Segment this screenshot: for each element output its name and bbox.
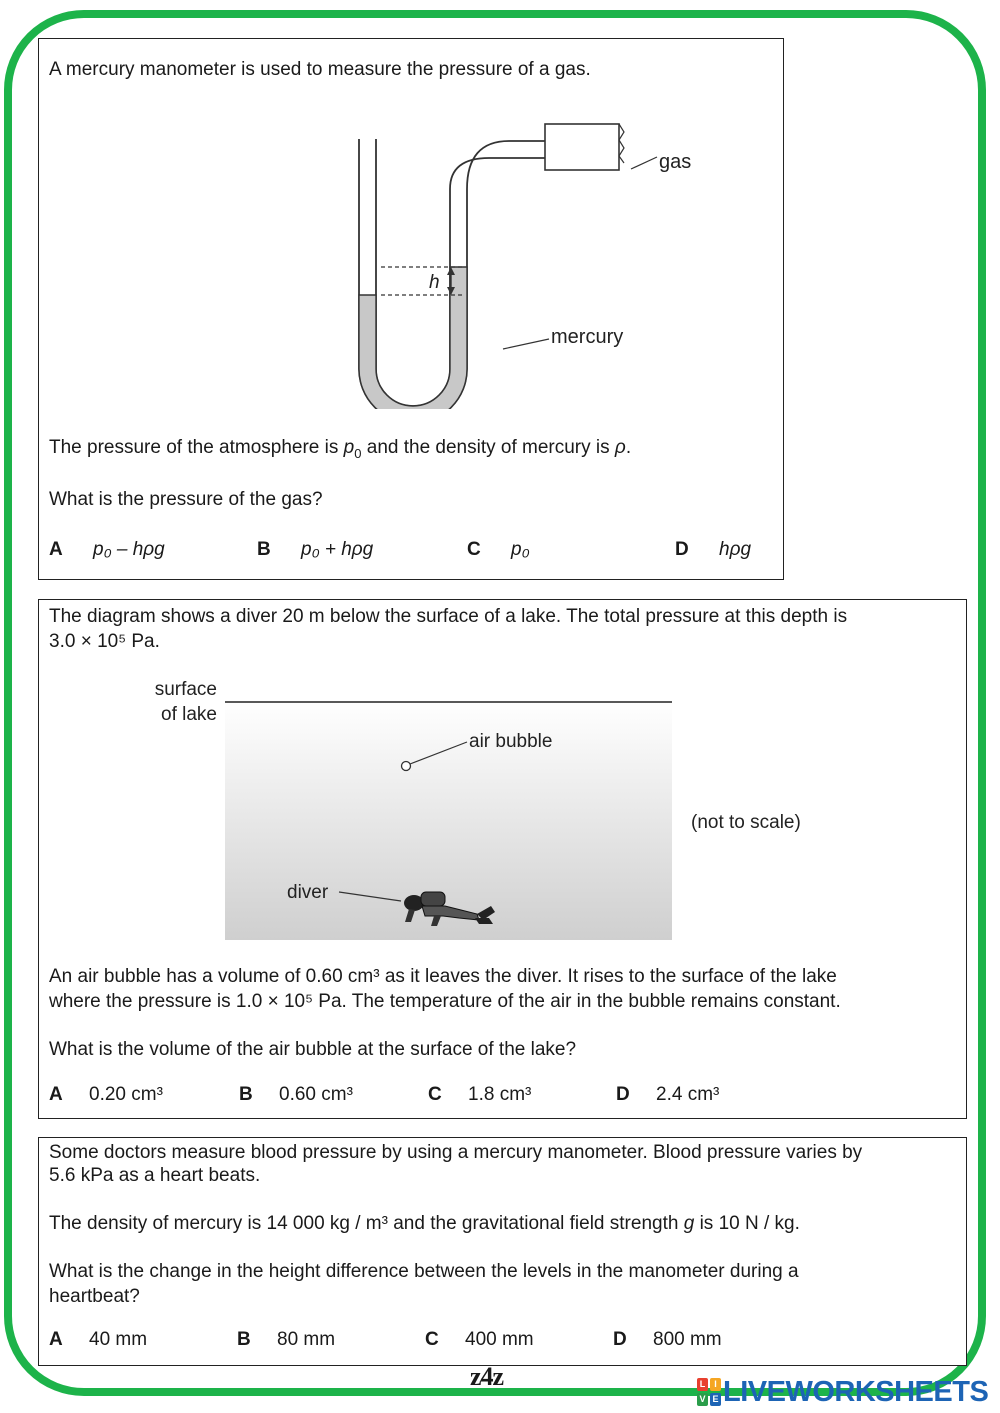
surface-label-1: surface (154, 679, 217, 700)
brand-name: LIVEWORKSHEETS (723, 1376, 989, 1408)
q3-option-b[interactable]: B 80 mm (237, 1329, 336, 1350)
gas-container (545, 124, 619, 170)
surface-label-2: of lake (161, 704, 217, 725)
q2-question: What is the volume of the air bubble at the surface of the lake? (49, 1039, 577, 1060)
q1-option-c[interactable]: C p₀ (467, 539, 530, 560)
q3-line1: Some doctors measure blood pressure by using a mercury manometer. Blood pressure varies by (49, 1142, 863, 1163)
q3-option-d[interactable]: D 800 mm (613, 1329, 722, 1350)
air-bubble-label: air bubble (469, 731, 553, 752)
q1-option-d[interactable]: D hρg (675, 539, 752, 560)
question-1-box (38, 38, 784, 580)
live-badge-icon: L I V E (697, 1378, 723, 1408)
q2-intro-line2: 3.0 × 10⁵ Pa. (49, 631, 160, 652)
gas-label: gas (659, 151, 692, 173)
q1-option-b[interactable]: B p₀ + hρg (257, 539, 374, 560)
q3-line2: 5.6 kPa as a heart beats. (49, 1165, 261, 1186)
q2-option-d[interactable]: D 2.4 cm³ (616, 1084, 720, 1105)
q2-option-c[interactable]: C 1.8 cm³ (428, 1084, 532, 1105)
q3-question-line2: heartbeat? (49, 1286, 140, 1307)
air-bubble (402, 762, 411, 771)
lake-diagram (139, 670, 839, 945)
q2-body-line2: where the pressure is 1.0 × 10⁵ Pa. The temperature of the air in the bubble remains constant. (49, 991, 841, 1012)
q3-option-c[interactable]: C 400 mm (425, 1329, 534, 1350)
q1-option-a[interactable]: A p₀ – hρg (49, 539, 165, 560)
not-to-scale-label: (not to scale) (691, 812, 801, 833)
h-label: h (429, 272, 440, 293)
question-2-box (38, 599, 967, 1119)
author-mark: z4z (470, 1362, 504, 1391)
q2-body-line1: An air bubble has a volume of 0.60 cm³ as it leaves the diver. It rises to the surface of the lake (49, 966, 837, 987)
lake-water (225, 702, 672, 940)
manometer-diagram (339, 109, 739, 409)
diver-label: diver (287, 882, 329, 903)
q3-option-a[interactable]: A 40 mm (49, 1329, 148, 1350)
mercury-label: mercury (551, 326, 624, 348)
q2-intro-line1: The diagram shows a diver 20 m below the surface of a lake. The total pressure at this depth is (49, 606, 848, 627)
q1-intro: A mercury manometer is used to measure the pressure of a gas. (49, 59, 591, 80)
q1-question: What is the pressure of the gas? (49, 489, 323, 510)
q3-density: The density of mercury is 14 000 kg / m³ and the gravitational field strength g is 10 N / kg. (49, 1213, 800, 1234)
q2-option-b[interactable]: B 0.60 cm³ (239, 1084, 353, 1105)
q2-option-a[interactable]: A 0.20 cm³ (49, 1084, 163, 1105)
q3-question-line1: What is the change in the height difference between the levels in the manometer during a (49, 1261, 799, 1282)
q1-statement: The pressure of the atmosphere is $p_0$ and the density of mercury is ρ. (49, 437, 632, 461)
question-3-box (38, 1137, 967, 1366)
